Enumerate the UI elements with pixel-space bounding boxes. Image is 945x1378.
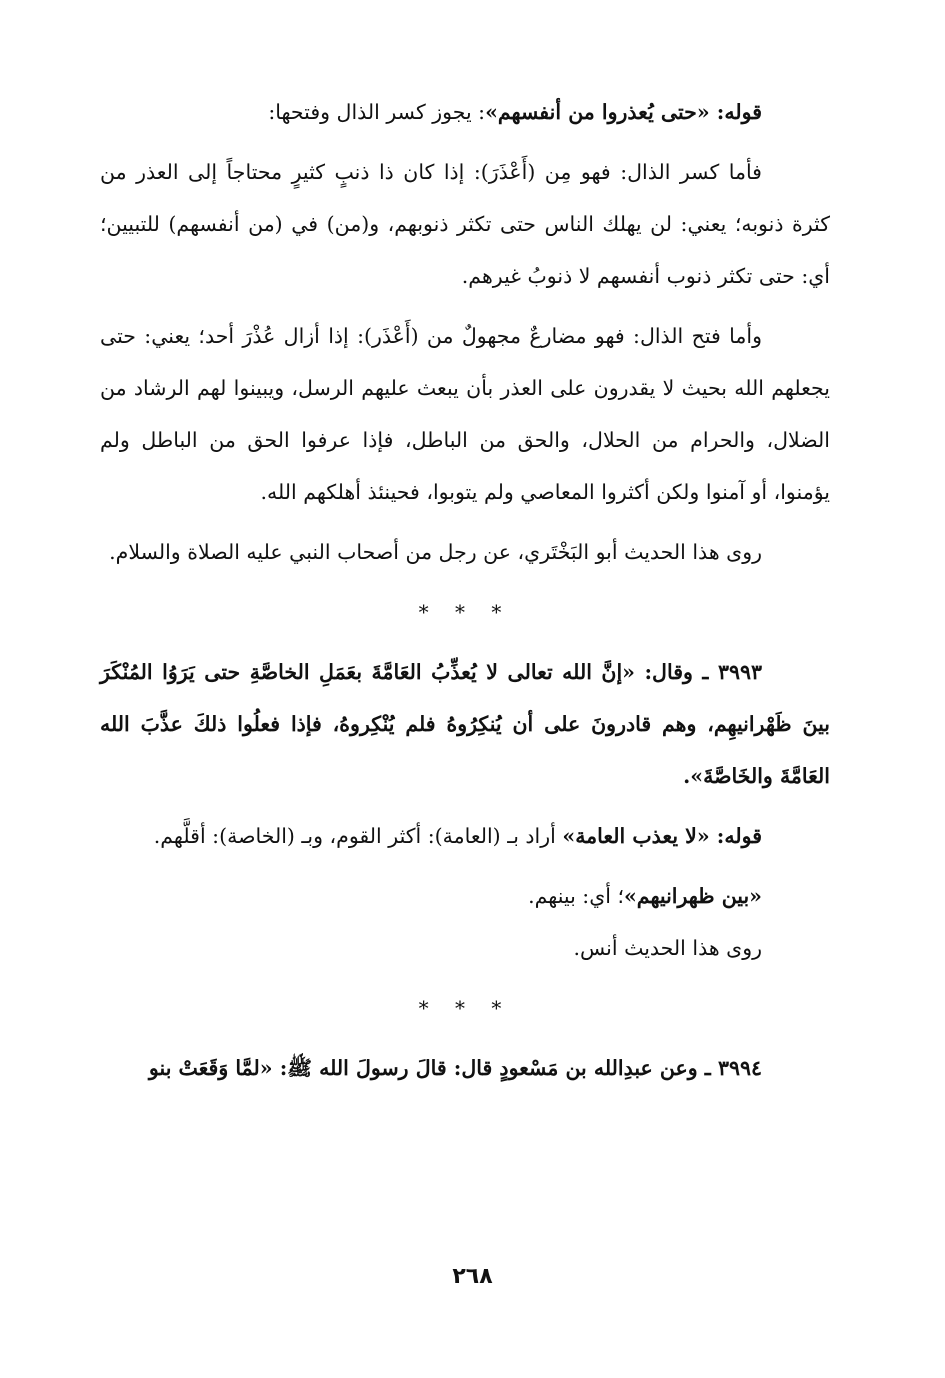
section-separator-2: * * * (418, 996, 512, 1020)
commentary-paragraph-4 (100, 810, 830, 862)
commentary-text: ؛ أي: بينهم. (528, 884, 624, 908)
page-number: ٢٦٨ (452, 1264, 493, 1289)
quoted-phrase: قوله: «لا يعذب العامة» (562, 824, 762, 848)
hadith-3993: ٣٩٩٣ ـ وقال: «إنَّ الله تعالى لا يُعذِّبُ العَامَّةَ بعَمَلِ الخاصَّةِ حتى يَرَوُا المُنْكَرَ بينَ ظَهْرانيهِم، وهم قادرونَ على أن يُنكِرُوهُ فلم يُنْكِروهُ، فإذا فعلُوا ذلكَ عذَّبَ الله العَامَّةَ والخَاصَّةَ». (100, 660, 830, 788)
text-body (100, 86, 830, 1094)
commentary-text: أراد بـ (العامة): أكثر القوم، وبـ (الخاصة): أقلَّهم. (153, 824, 563, 848)
quoted-phrase: قوله: «حتى يُعذروا من أنفسهم» (485, 100, 762, 124)
commentary-paragraph-3: وأما فتح الذال: فهو مضارعٌ مجهولٌ من (أَعْذَر): إذا أزال عُذْرَ أحد؛ يعني: حتى يجعلهم الله بحيث لا يقدرون على العذر بأن يبعث عليهم الرسل، ويبينوا لهم الرشاد من الضلال، والحرام من الحلال، والحق من الباطل، فإذا عرفوا الحق من الباطل ولم يؤمنوا، أو آمنوا ولكن أكثروا المعاصي ولم يتوبوا، فحينئذ أهلكهم الله. (100, 324, 830, 504)
commentary-text: : يجوز كسر الذال وفتحها: (268, 100, 486, 124)
narration-note-1: روى هذا الحديث أبو البَخْتَري، عن رجل من أصحاب النبي عليه الصلاة والسلام. (109, 540, 762, 564)
narration-note-2: روى هذا الحديث أنس. (573, 936, 762, 960)
commentary-paragraph-2: فأما كسر الذال: فهو مِن (أَعْذَرَ): إذا كان ذا ذنبٍ كثيرٍ محتاجاً إلى العذر من كثرة ذنوبه؛ يعني: لن يهلك الناس حتى تكثر ذنوبهم، و(من) في (من أنفسهم) للتبيين؛ أي: حتى تكثر ذنوب أنفسهم لا ذنوبُ غيرهم. (100, 160, 830, 288)
commentary-paragraph-1 (100, 86, 830, 138)
hadith-3994: ٣٩٩٤ ـ وعن عبدِالله بن مَسْعودٍ قال: قالَ رسولَ الله ﷺ: «لمَّا وَقَعَتْ بنو (148, 1056, 762, 1080)
quoted-phrase: «بين ظهرانيهم» (623, 884, 762, 908)
section-separator-1: * * * (418, 600, 512, 624)
commentary-paragraph-5 (100, 870, 830, 922)
